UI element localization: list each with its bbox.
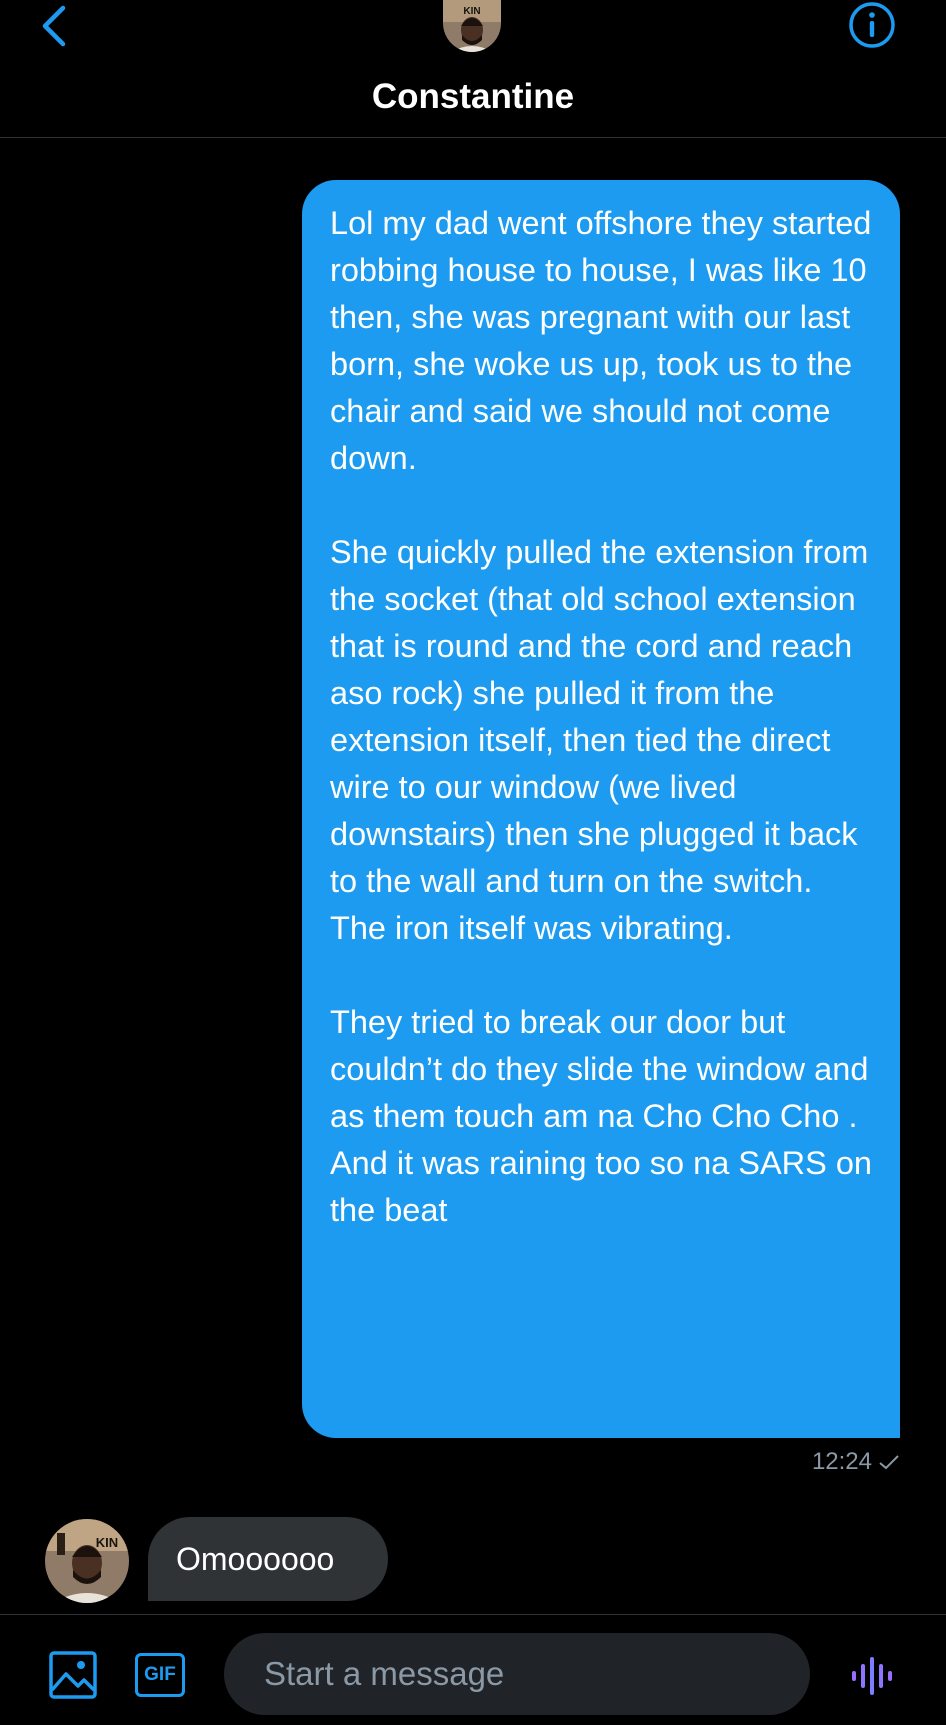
message-time: 12:24 [811, 1448, 872, 1475]
avatar-logo-text: KIN [95, 1535, 119, 1550]
contact-name[interactable]: Constantine [371, 77, 575, 116]
message-input[interactable] [224, 1633, 810, 1715]
image-icon [48, 1650, 98, 1700]
sent-message-bubble[interactable] [302, 180, 900, 1438]
received-message-text: Omoooooo [176, 1540, 335, 1577]
chevron-left-icon [39, 4, 69, 48]
contact-avatar[interactable] [443, 0, 501, 52]
message-paragraph: She quickly pulled the extension from the socket (that old school extension that is round and the cord and reach aso rock) she pulled it from the extension itself, then tied the direct wire to our window (we lived downstairs) then she plugged it back to the wall and turn on the switch. The iron itself was vibrating. [330, 534, 869, 946]
add-gif-button[interactable] [135, 1653, 185, 1697]
message-paragraph: Lol my dad went offshore they started robbing house to house, I was like 10 then, she was pregnant with our last born, she woke us up, took us to the chair and said we should not come down. [330, 205, 872, 476]
message-paragraph: They tried to break our door but couldn’t do they slide the window and as them touch am na Cho Cho Cho . And it was raining too so na SARS on the beat [330, 1004, 872, 1228]
avatar-logo-text: KIN [463, 6, 481, 17]
info-icon [847, 1, 897, 51]
message-timestamp [812, 1448, 900, 1476]
conversation-info-button[interactable] [844, 0, 900, 52]
voice-waveform-icon [850, 1655, 896, 1697]
sender-avatar[interactable] [45, 1519, 129, 1603]
add-image-button[interactable] [48, 1650, 98, 1700]
conversation-header [0, 0, 946, 138]
gif-label: GIF [144, 1664, 176, 1685]
message-composer [0, 1614, 946, 1725]
checkmark-icon [878, 1453, 900, 1471]
received-message-bubble[interactable] [148, 1517, 388, 1601]
back-button[interactable] [30, 2, 78, 50]
voice-message-button[interactable] [850, 1655, 896, 1697]
